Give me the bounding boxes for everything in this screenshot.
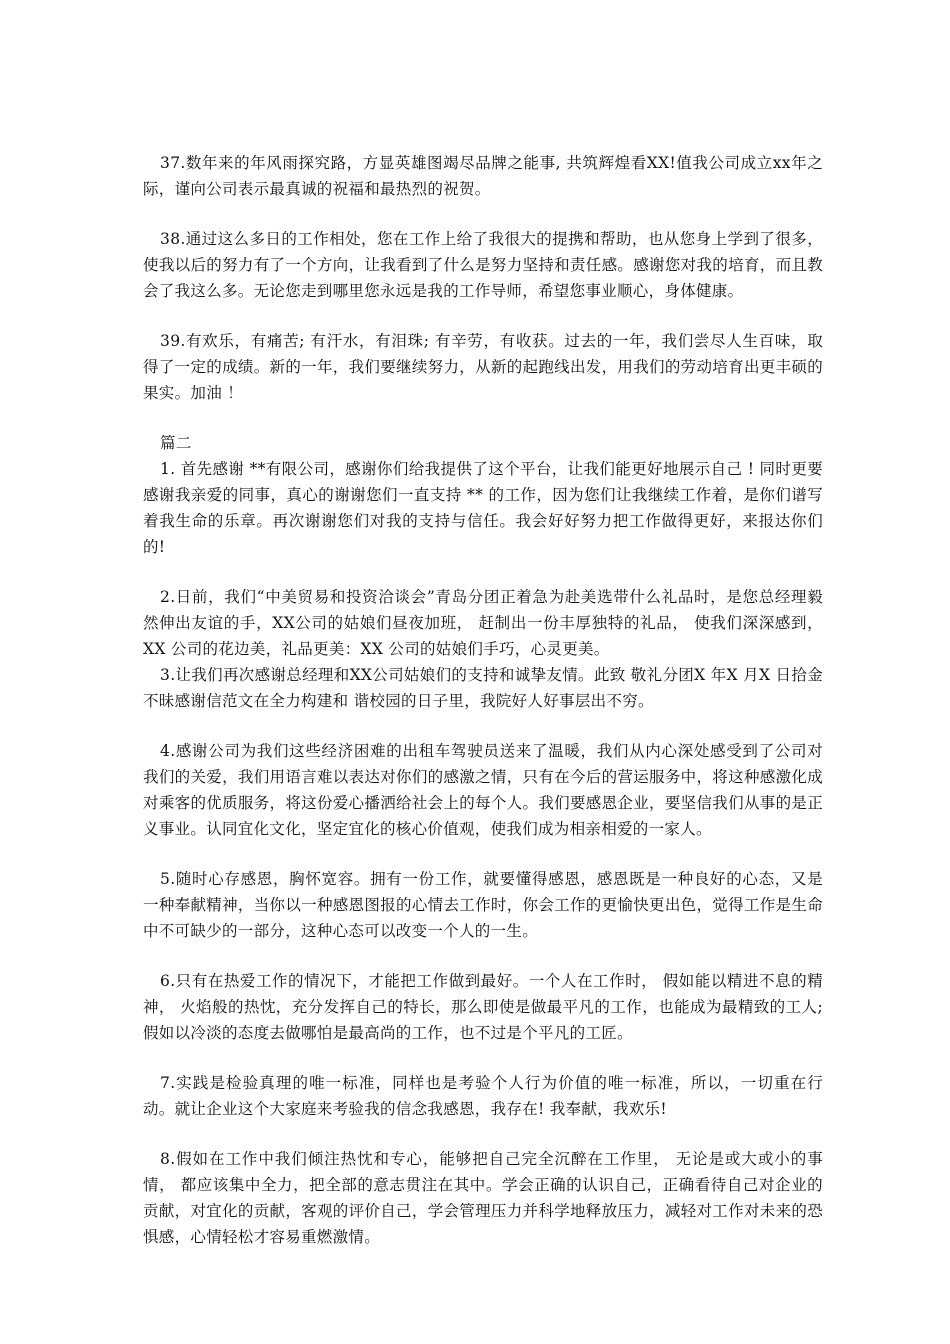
paragraph-37: 37.数年来的年风雨探究路，方显英雄图竭尽品牌之能事, 共筑辉煌看XX!值我公司成立xx年之际，谨向公司表示最真诚的祝福和最热烈的祝贺。 (143, 154, 823, 198)
paragraph-39: 39.有欢乐，有痛苦; 有汗水，有泪珠; 有辛劳，有收获。过去的一年，我们尝尽人生百味，取得了一定的成绩。新的一年，我们要继续努力，从新的起跑线出发，用我们的劳动培育出更丰硕的果实。加油 ！ (143, 332, 823, 402)
paragraph-38: 38.通过这么多日的工作相处，您在工作上给了我很大的提携和帮助，也从您身上学到了很多，使我以后的努力有了一个方向，让我看到了什么是努力坚持和责任感。感谢您对我的培育，而且教会了我这么多。无论您走到哪里您永远是我的工作导师，希望您事业顺心，身体健康。 (143, 230, 823, 300)
paragraph-3: 3.让我们再次感谢总经理和XX公司姑娘们的支持和诚挚友情。此致 敬礼分团X 年X 月X 日拾金不昧感谢信范文在全力构建和 谐校园的日子里，我院好人好事层出不穷。 (143, 666, 823, 710)
paragraph-4: 4.感谢公司为我们这些经济困难的出租车驾驶员送来了温暖，我们从内心深处感受到了公司对我们的关爱，我们用语言难以表达对你们的感激之情，只有在今后的营运服务中，将这种感激化成对乘客的优质服务，将这份爱心播洒给社会上的每个人。我们要感恩企业，要坚信我们从事的是正义事业。认同宜化文化，坚定宜化的核心价值观，使我们成为相亲相爱的一家人。 (143, 742, 823, 838)
paragraph-7: 7.实践是检验真理的唯一标准，同样也是考验个人行为价值的唯一标准，所以，一切重在行动。就让企业这个大家庭来考验我的信念我感恩，我存在! 我奉献，我欢乐! (143, 1074, 823, 1118)
paragraph-1: 1. 首先感谢 **有限公司，感谢你们给我提供了这个平台，让我们能更好地展示自己 ! 同时更要感谢我亲爱的同事，真心的谢谢您们一直支持 ** 的工作，因为您们让我继续工作着，是你们谱写着我生命的乐章。再次谢谢您们对我的支持与信任。我会好好努力把工作做得更好，来报达你们的! (143, 460, 823, 556)
paragraph-2: 2.日前，我们“中美贸易和投资洽谈会”青岛分团正着急为赴美选带什么礼品时，是您总经理毅然伸出友谊的手，XX公司的姑娘们昼夜加班， 赶制出一份丰厚独特的礼品， 使我们深深感到，XX 公司的花边美，礼品更美：XX 公司的姑娘们手巧，心灵更美。 (143, 588, 823, 658)
section-title: 篇二 (160, 434, 192, 452)
document-body (143, 150, 823, 1250)
paragraph-6: 6.只有在热爱工作的情况下，才能把工作做到最好。一个人在工作时， 假如能以精进不息的精神， 火焰般的热忱，充分发挥自己的特长，那么即使是做最平凡的工作，也能成为最精致的工人; 假如以冷淡的态度去做哪怕是最高尚的工作，也不过是个平凡的工匠。 (143, 972, 823, 1042)
paragraph-5: 5.随时心存感恩，胸怀宽容。拥有一份工作，就要懂得感恩，感恩既是一种良好的心态，又是一种奉献精神，当你以一种感恩图报的心情去工作时，你会工作的更愉快更出色，觉得工作是生命中不可缺少的一部分，这种心态可以改变一个人的一生。 (143, 870, 823, 940)
paragraph-8: 8.假如在工作中我们倾注热忱和专心，能够把自己完全沉醉在工作里， 无论是或大或小的事情， 都应该集中全力，把全部的意志贯注在其中。学会正确的认识自己，正确看待自己对企业的贡献，对宜化的贡献，客观的评价自己，学会管理压力并科学地释放压力，减轻对工作对未来的恐惧感，心情轻松才容易重燃激情。 (143, 1150, 823, 1246)
